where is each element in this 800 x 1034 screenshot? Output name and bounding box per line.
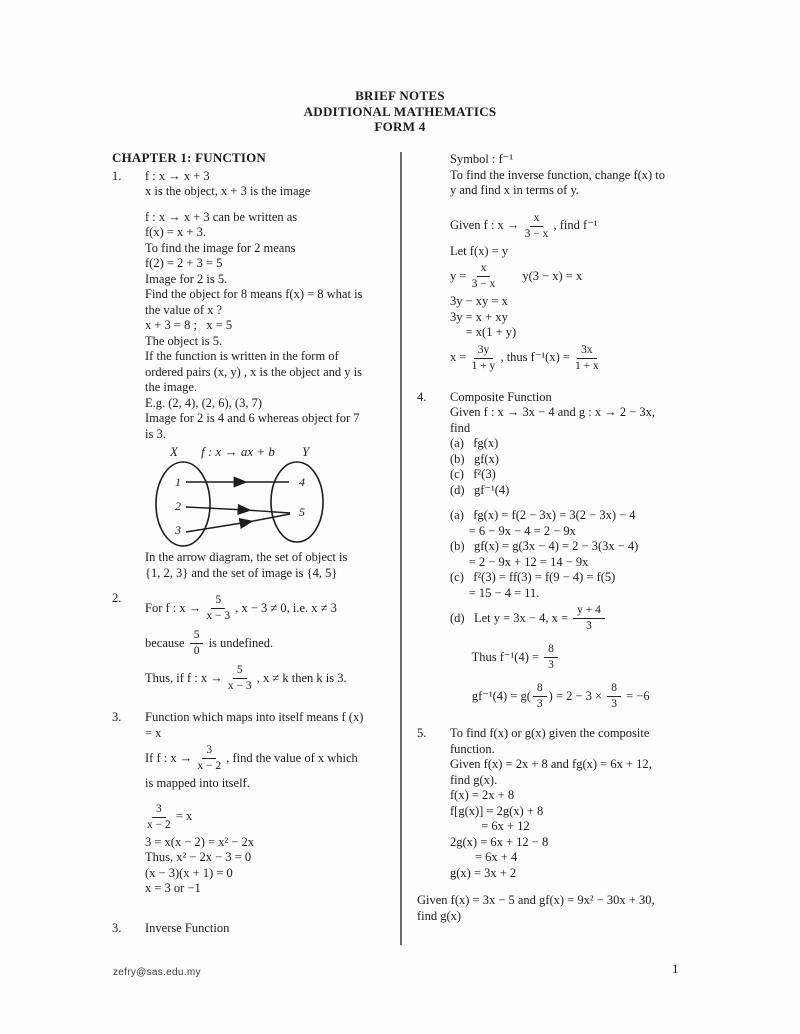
right-blocks [417, 152, 729, 924]
item-number: 3. [112, 710, 122, 724]
document-title [0, 88, 800, 135]
text-segment: , x ≠ k then k is 3. [253, 670, 347, 685]
text-segment: The object is 5. [145, 333, 223, 348]
footer-email: zefry@sas.edu.my [113, 967, 201, 978]
text-segment: find g(x) [417, 908, 462, 923]
text-segment: is 3. [145, 426, 166, 441]
content-block [417, 508, 729, 714]
fraction-denominator: 3 − x [524, 227, 549, 240]
fraction-denominator: 3 − x [471, 278, 496, 290]
right-column [417, 152, 729, 924]
text-segment: 3y = x + xy [450, 309, 508, 324]
content-block [112, 921, 400, 937]
text-line [450, 757, 729, 773]
text-line [145, 272, 400, 288]
text-segment: = 15 − 4 = 11. [450, 585, 540, 600]
text-segment: = x(1 + y) [450, 325, 517, 339]
text-segment: ordered pairs (x, y) , x is the object and y is [145, 364, 362, 379]
text-segment: (d) Let y = 3x − 4, x = [450, 610, 572, 625]
item-number: 2. [112, 591, 122, 605]
text-line [145, 411, 400, 427]
text-segment: (a) fg(x) [450, 436, 499, 450]
text-line [145, 241, 400, 257]
item-number [417, 508, 450, 714]
page-number: 1 [672, 961, 679, 976]
text-segment: Inverse Function [145, 920, 230, 935]
text-segment: Image for 2 is 4 and 6 whereas object for 7 [145, 411, 360, 425]
text-line [145, 365, 400, 381]
fraction-denominator: 3 [536, 698, 543, 710]
text-line [450, 183, 729, 199]
text-segment: x is the object, x + 3 is the image [145, 184, 311, 198]
text-line [145, 287, 400, 303]
text-line [145, 318, 400, 334]
text-line [450, 405, 729, 421]
text-line [145, 184, 400, 200]
content-block [417, 390, 729, 499]
text-segment: Symbol : f⁻¹ [450, 152, 514, 166]
text-line [145, 835, 400, 851]
text-line [145, 661, 400, 696]
text-line [450, 483, 729, 499]
text-segment: E.g. (2, 4), (2, 6), (3, 7) [145, 395, 262, 410]
fraction [533, 682, 547, 711]
text-segment: find g(x). [450, 772, 498, 787]
text-line [450, 341, 729, 376]
text-segment: , find f⁻¹ [550, 218, 598, 233]
text-line [450, 866, 729, 882]
fraction-numerator: y + 4 [573, 604, 605, 619]
text-segment: If the function is written in the form of [145, 349, 339, 363]
domain-element-1: 1 [175, 475, 181, 489]
text-segment: To find the inverse function, change f(x) to [450, 167, 666, 182]
text-segment: the image. [145, 380, 198, 394]
fraction [147, 803, 171, 832]
fraction-numerator: 8 [533, 682, 547, 697]
text-line [145, 591, 400, 626]
text-line [450, 390, 729, 406]
text-line [145, 710, 400, 726]
line-spacer [145, 792, 400, 800]
set-y-label: Y [302, 444, 310, 459]
fraction-numerator: 3y [474, 344, 494, 359]
text-segment: , x − 3 ≠ 0, i.e. x ≠ 3 [232, 600, 337, 615]
block-content [417, 893, 729, 924]
text-segment: Let f(x) = y [450, 243, 509, 258]
text-segment: y and find x in terms of y. [450, 183, 580, 197]
codomain-ellipse [271, 462, 323, 542]
text-segment: = x [145, 725, 162, 740]
text-line [145, 396, 400, 412]
line-spacer [450, 199, 729, 209]
mapping-arrow-2-5 [186, 507, 290, 513]
text-segment: because [145, 635, 188, 650]
block-content [145, 710, 400, 897]
text-line [145, 169, 400, 185]
text-line [145, 349, 400, 365]
fraction [607, 682, 621, 711]
text-segment: 2g(x) = 6x + 12 − 8 [450, 834, 549, 849]
text-line [450, 570, 729, 586]
text-segment: f : x → x + 3 [145, 168, 210, 183]
text-segment: = 6 − 9x − 4 = 2 − 9x [450, 523, 576, 538]
fraction-denominator: 3 [586, 620, 592, 632]
fraction-denominator: x − 2 [147, 818, 171, 831]
text-line [450, 742, 729, 758]
text-segment: (x − 3)(x + 1) = 0 [145, 865, 233, 880]
text-segment: For f : x → [145, 600, 205, 615]
fraction-numerator: 5 [211, 594, 225, 609]
title-line-2: ADDITIONAL MATHEMATICS [303, 103, 497, 119]
text-segment: To find f(x) or g(x) given the composite [450, 726, 650, 740]
text-segment: (a) fg(x) = f(2 − 3x) = 3(2 − 3x) − 4 [450, 508, 636, 522]
text-line [450, 152, 729, 168]
item-number: 3. [112, 920, 122, 935]
text-segment: f(2) = 2 + 3 = 5 [145, 256, 223, 270]
block-content [145, 169, 400, 443]
fraction-denominator: x − 3 [206, 610, 231, 622]
text-line [145, 550, 400, 566]
text-segment: = 6x + 4 [450, 850, 518, 864]
text-segment: x = [450, 350, 470, 365]
text-line [145, 380, 400, 396]
column-divider [400, 152, 402, 945]
text-line [450, 586, 729, 602]
text-segment: Given f : x → [450, 218, 523, 233]
text-segment: Image for 2 is 5. [145, 271, 228, 286]
text-segment: (c) f²(3) [450, 467, 496, 481]
fraction-denominator: 0 [193, 645, 200, 657]
text-segment: Thus, x² − 2x − 3 = 0 [145, 850, 252, 864]
fraction-numerator: 3 [152, 803, 166, 818]
text-line [145, 334, 400, 350]
text-line [450, 726, 729, 742]
fraction [190, 629, 204, 658]
text-segment: f[g(x)] = 2g(x) + 8 [450, 803, 544, 818]
block-content [145, 921, 400, 937]
fraction [228, 664, 252, 693]
title-line-1: BRIEF NOTES [355, 88, 445, 103]
text-segment: = x [172, 809, 193, 824]
fraction-numerator: x [477, 262, 491, 277]
text-line [145, 741, 400, 776]
text-segment: 3 = x(x − 2) = x² − 2x [145, 834, 255, 849]
fraction [206, 594, 230, 623]
text-line [145, 303, 400, 319]
text-line [450, 524, 729, 540]
block-content [450, 726, 729, 881]
left-blocks-bottom [112, 550, 400, 936]
codomain-element-4: 4 [299, 475, 305, 489]
fraction-denominator: 3 [548, 659, 554, 671]
text-line [450, 773, 729, 789]
fraction-numerator: x [530, 212, 544, 227]
text-segment: g(x) = 3x + 2 [450, 865, 517, 880]
text-segment: Given f : x → 3x − 4 and g : x → 2 − 3x, [450, 405, 656, 419]
block-content [145, 591, 400, 696]
text-line [145, 566, 400, 582]
text-segment: Thus f⁻¹(4) = [450, 649, 543, 664]
text-line [450, 467, 729, 483]
text-line [145, 726, 400, 742]
fraction-numerator: 5 [233, 664, 247, 679]
text-segment: (d) gf⁻¹(4) [450, 482, 510, 497]
item-number: 4. [417, 389, 427, 404]
text-segment: (b) gf(x) [450, 451, 499, 466]
mapping-rule-label: f : x → ax + b [201, 444, 275, 459]
text-segment: the value of x ? [145, 302, 223, 317]
fraction-denominator: 1 + y [471, 359, 496, 372]
text-segment: f : x → x + 3 can be written as [145, 209, 298, 224]
title-line-3: FORM 4 [374, 119, 426, 134]
left-column [112, 150, 400, 936]
text-segment: , find the value of x which [223, 750, 358, 765]
text-line [450, 168, 729, 184]
arrow-diagram [146, 444, 332, 548]
text-line [145, 225, 400, 241]
text-segment: Given f(x) = 3x − 5 and gf(x) = 9x² − 30x + 30, [417, 893, 655, 907]
text-line [450, 640, 729, 675]
text-line [450, 788, 729, 804]
text-line [145, 776, 400, 792]
text-segment: y(3 − x) = x [497, 268, 583, 283]
chapter-heading: CHAPTER 1: FUNCTION [112, 150, 267, 165]
fraction-numerator: 8 [544, 643, 558, 658]
item-number: 5. [417, 726, 427, 740]
domain-element-2: 2 [175, 499, 181, 513]
content-block [112, 550, 400, 581]
text-line [450, 835, 729, 851]
text-line [145, 626, 400, 661]
content-block [112, 169, 400, 443]
text-line [450, 436, 729, 452]
text-segment: = −6 [622, 688, 650, 703]
text-line [450, 819, 729, 835]
text-line [450, 555, 729, 571]
block-content [450, 508, 729, 714]
text-line [417, 893, 729, 909]
domain-ellipse [156, 462, 210, 546]
text-line [145, 850, 400, 866]
text-line [145, 210, 400, 226]
fraction-numerator: 3 [202, 744, 216, 759]
text-segment: , thus f⁻¹(x) = [497, 350, 574, 365]
text-segment: (c) f²(3) = ff(3) = f(9 − 4) = f(5) [450, 570, 616, 584]
fraction [525, 212, 549, 241]
content-block [112, 591, 400, 696]
line-spacer [145, 200, 400, 210]
text-line [145, 881, 400, 897]
text-segment: In the arrow diagram, the set of object is [145, 550, 348, 564]
fraction [472, 262, 496, 291]
text-segment: 3y − xy = x [450, 294, 508, 308]
text-segment: function. [450, 741, 495, 756]
text-segment: ) = 2 − 3 × [548, 688, 606, 703]
text-segment: {1, 2, 3} and the set of image is {4, 5} [145, 565, 338, 580]
text-segment: f(x) = 2x + 8 [450, 788, 515, 802]
content-block [417, 893, 729, 924]
text-segment: Function which maps into itself means f (x) [145, 710, 364, 724]
fraction [573, 604, 605, 633]
text-line [450, 804, 729, 820]
text-segment: is mapped into itself. [145, 776, 250, 790]
set-x-label: X [170, 444, 178, 459]
fraction [575, 344, 599, 373]
block-content [450, 152, 729, 376]
text-line [145, 800, 400, 835]
text-line [450, 679, 729, 714]
text-line [450, 259, 729, 294]
text-line [145, 866, 400, 882]
text-line [145, 256, 400, 272]
text-line [450, 244, 729, 260]
text-line [450, 325, 729, 341]
text-line [450, 539, 729, 555]
fraction [472, 344, 496, 373]
block-content [450, 390, 729, 499]
text-segment: is undefined. [205, 635, 274, 650]
text-segment: gf⁻¹(4) = g( [450, 688, 531, 703]
text-segment: Given f(x) = 2x + 8 and fg(x) = 6x + 12, [450, 757, 652, 771]
left-blocks-top [112, 169, 400, 443]
text-line [450, 310, 729, 326]
item-number [112, 550, 145, 581]
text-line [450, 294, 729, 310]
text-segment: x + 3 = 8 ; x = 5 [145, 318, 233, 332]
text-line [450, 209, 729, 244]
text-segment: If f : x → [145, 750, 196, 765]
text-line [145, 921, 400, 937]
text-segment: f(x) = x + 3. [145, 225, 206, 239]
text-segment: = 2 − 9x + 12 = 14 − 9x [450, 554, 589, 569]
text-line [145, 427, 400, 443]
fraction-denominator: 1 + x [575, 359, 599, 372]
fraction-numerator: 8 [607, 682, 621, 697]
item-number: 1. [112, 168, 122, 183]
block-content [145, 550, 400, 581]
content-block [417, 726, 729, 881]
text-line [417, 909, 729, 925]
text-line [450, 850, 729, 866]
text-line [450, 452, 729, 468]
text-segment: (b) gf(x) = g(3x − 4) = 2 − 3(3x − 4) [450, 539, 639, 553]
text-segment: Thus, if f : x → [145, 670, 226, 685]
text-segment: = 6x + 12 [450, 819, 530, 833]
fraction-numerator: 5 [190, 629, 204, 644]
text-line [450, 508, 729, 524]
content-block [112, 710, 400, 897]
fraction [544, 643, 558, 672]
text-segment: x = 3 or −1 [145, 881, 201, 895]
domain-element-3: 3 [175, 523, 181, 537]
fraction-numerator: 3x [577, 344, 597, 359]
fraction [197, 744, 221, 773]
fraction-denominator: x − 3 [227, 680, 252, 692]
fraction-denominator: x − 2 [197, 760, 222, 772]
fraction-denominator: 3 [611, 698, 617, 710]
text-segment: Composite Function [450, 389, 552, 404]
text-segment: y = [450, 268, 470, 283]
text-segment: find [450, 420, 471, 435]
item-number [417, 152, 450, 376]
text-line [450, 421, 729, 437]
content-block [417, 152, 729, 376]
codomain-element-5: 5 [299, 505, 305, 519]
text-segment: To find the image for 2 means [145, 240, 296, 255]
text-segment: Find the object for 8 means f(x) = 8 what is [145, 287, 363, 301]
text-line [450, 601, 729, 636]
